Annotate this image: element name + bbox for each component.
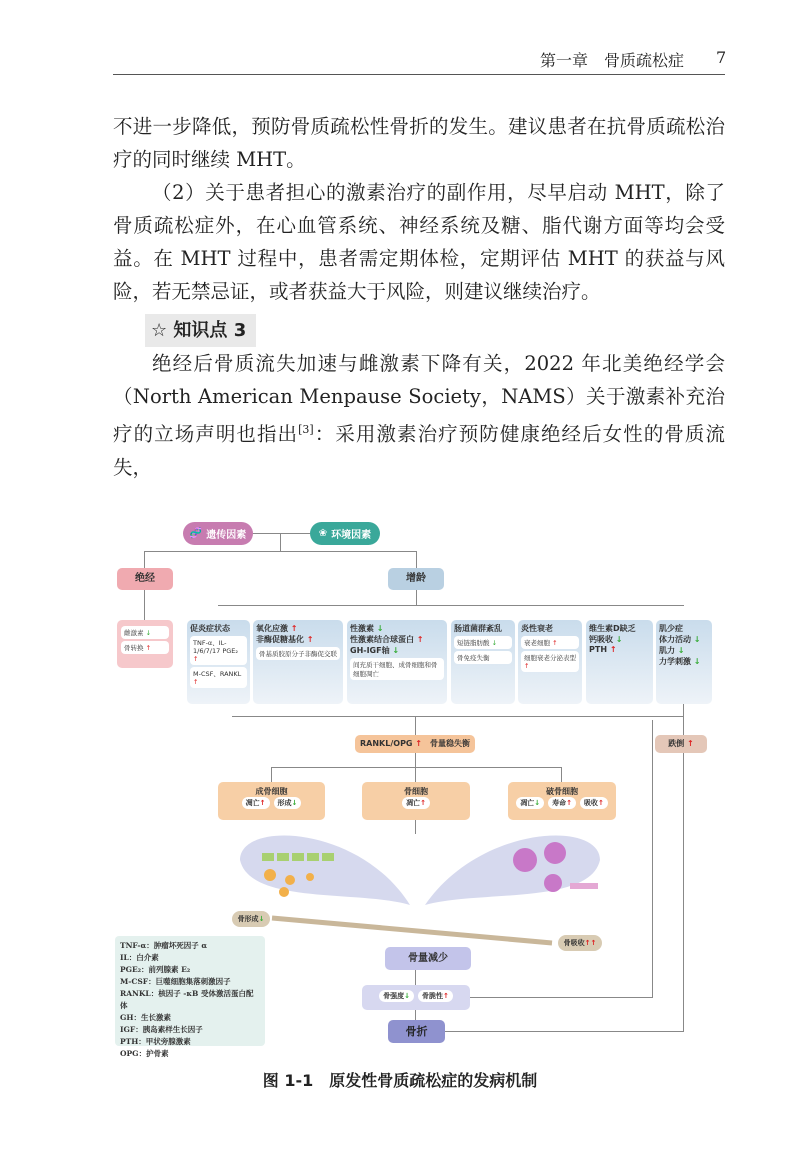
legend-item: IL：白介素 <box>120 953 159 962</box>
rankl-opg-node: RANKL/OPG ↑ 骨量稳失衡 <box>355 735 475 753</box>
legend-item: IGF：胰岛素样生长因子 <box>120 1025 203 1034</box>
bone-resorption-label: 骨吸收↑↑ <box>558 935 602 951</box>
abbreviation-legend <box>115 936 265 1058</box>
label: 钙吸收 <box>589 635 613 644</box>
title: 肌力 ↓ <box>659 646 685 655</box>
label: RANKL/OPG <box>360 739 413 748</box>
title: 体力活动 ↓ <box>659 635 701 644</box>
title: 破骨细胞 <box>546 787 578 796</box>
star-icon: ☆ <box>151 320 168 341</box>
label: 骨吸收 <box>563 939 585 947</box>
bone-loss-node: 骨量减少 <box>385 947 471 970</box>
item: 骨强度↓ <box>379 990 414 1002</box>
item: 骨基质胶原分子非酶促交联 <box>256 647 340 660</box>
title: 性激素结合球蛋白 ↑ <box>350 635 424 644</box>
bone-formation-label: 骨形成↓ <box>232 911 270 927</box>
item: TNF-α、IL-1/6/7/17 PGE₂ ↑ <box>190 636 247 665</box>
legend-item: PTH：甲状旁腺激素 <box>120 1037 191 1046</box>
title: 力学刺激 ↓ <box>659 657 701 666</box>
label: 细胞衰老分泌表型 <box>524 654 576 662</box>
legend-item: RANKL：核因子 -κB 受体激活蛋白配体 <box>120 989 254 1010</box>
bone-resorption-illustration <box>425 836 600 905</box>
label: 遗传因素 <box>206 530 247 541</box>
fracture-node: 骨折 <box>388 1020 445 1043</box>
item: 形成↓ <box>274 797 302 809</box>
label: 吸收 <box>583 799 598 807</box>
item: 凋亡↑ <box>242 797 270 809</box>
citation: [3] <box>298 423 314 436</box>
label: 性激素结合球蛋白 <box>350 635 414 644</box>
label: 骨转换 <box>124 644 144 652</box>
label: 力学刺激 <box>659 657 691 666</box>
text: 绝经后骨质流失加速与雌激素下降有关，2022 年北美绝经学会（North American Menpause Society，NAMS）关于激素补充治疗的立场声明也指出 <box>113 352 725 446</box>
legend-item: GH：生长激素 <box>120 1013 171 1022</box>
title: 骨细胞 <box>404 787 428 796</box>
label: 衰老细胞 <box>524 639 550 647</box>
running-header: 第一章 骨质疏松症 <box>540 51 685 70</box>
title: 维生素D缺乏 <box>589 624 636 633</box>
label: TNF-α、IL-1/6/7/17 PGE₂ <box>193 639 238 655</box>
item: 寿命↑ <box>548 797 576 809</box>
label: 骨量稳失衡 <box>430 739 470 748</box>
item: 衰老细胞 ↑ <box>521 636 579 649</box>
title: 氧化应激 ↑ <box>256 624 298 633</box>
item: 细胞衰老分泌表型 ↑ <box>521 651 579 672</box>
bone-quality-node <box>362 985 470 1010</box>
label: 形成 <box>277 799 292 807</box>
heading-text: 知识点 3 <box>173 320 247 341</box>
item: 吸收↑ <box>580 797 608 809</box>
label: 短链脂肪酸 <box>457 639 490 647</box>
legend-item: TNF-α：肿瘤坏死因子 α <box>120 941 208 950</box>
estrogen-item: 雌激素 ↓ <box>121 626 169 639</box>
legend-item: M-CSF：巨噬细胞集落刺激因子 <box>120 977 231 986</box>
title: 钙吸收 ↓ <box>589 635 623 644</box>
dna-icon: 🧬 <box>189 528 203 539</box>
title: 肠道菌群紊乱 <box>454 624 502 633</box>
label: 雌激素 <box>124 629 144 637</box>
title: GH-IGF轴 ↓ <box>350 646 400 655</box>
item: 间充质干细胞、成骨细胞和骨细胞凋亡 <box>350 658 444 680</box>
legend-item: OPG：护骨素 <box>120 1049 169 1058</box>
label: 非酶促糖基化 <box>256 635 304 644</box>
label: 性激素 <box>350 624 374 633</box>
paragraph: （2）关于患者担心的激素治疗的副作用，尽早启动 MHT，除了骨质疏松症外，在心血管系统、神经系统及糖、脂代谢方面等均会受益。在 MHT 过程中，患者需定期体检，定期评估 MHT 的获益与风险，若无禁忌证，或者获益大于风险，则建议继续治疗。 <box>113 181 725 303</box>
legend-item: PGE₂：前列腺素 E₂ <box>120 965 191 974</box>
aging-node: 增龄 <box>388 568 444 590</box>
item: 凋亡↑ <box>402 797 430 809</box>
title: 成骨细胞 <box>255 787 288 796</box>
label: 环境因素 <box>331 530 372 541</box>
page-number: 7 <box>716 48 727 67</box>
figure-caption: 图 1-1 原发性骨质疏松症的发病机制 <box>262 1071 538 1090</box>
title: PTH ↑ <box>589 645 617 654</box>
title: 肌少症 <box>659 624 683 633</box>
bone-turnover-item: 骨转换 ↑ <box>121 641 169 654</box>
title: 非酶促糖基化 ↑ <box>256 635 314 644</box>
falls-node: 跌倒 ↑ <box>655 735 707 753</box>
label: 寿命 <box>552 799 567 807</box>
label: GH-IGF轴 <box>350 646 390 655</box>
label: 骨脆性 <box>422 992 443 1000</box>
label: 骨形成 <box>237 915 259 923</box>
item: 骨免疫失衡 <box>454 651 512 664</box>
item: 短链脂肪酸 ↓ <box>454 636 512 649</box>
leaf-icon: ❀ <box>318 528 328 539</box>
label: M-CSF、RANKL <box>193 670 242 678</box>
label: 骨强度 <box>383 992 405 1000</box>
bone-formation-illustration <box>240 836 410 905</box>
label: 凋亡 <box>245 799 260 807</box>
text: ：采用激素治疗预防健康绝经后女性的骨质流失， <box>113 422 725 479</box>
title: 促炎症状态 <box>190 624 230 633</box>
bone-shaft <box>272 918 552 943</box>
item: 凋亡↓ <box>516 797 544 809</box>
paragraph: 不进一步降低，预防骨质疏松性骨折的发生。建议患者在抗骨质疏松治疗的同时继续 MHT。 <box>113 115 725 171</box>
label: PTH <box>589 645 608 654</box>
title: 性激素 ↓ <box>350 624 384 633</box>
label: 肌力 <box>659 646 675 655</box>
item: M-CSF、RANKL ↑ <box>190 667 247 688</box>
label: 氧化应激 <box>256 624 288 633</box>
label: 凋亡 <box>406 799 421 807</box>
menopause-node: 绝经 <box>117 568 173 590</box>
item: 骨脆性↑ <box>418 990 453 1002</box>
label: 体力活动 <box>659 635 691 644</box>
label: 跌倒 <box>668 739 685 748</box>
label: 凋亡 <box>520 799 535 807</box>
title: 炎性衰老 <box>521 624 553 633</box>
